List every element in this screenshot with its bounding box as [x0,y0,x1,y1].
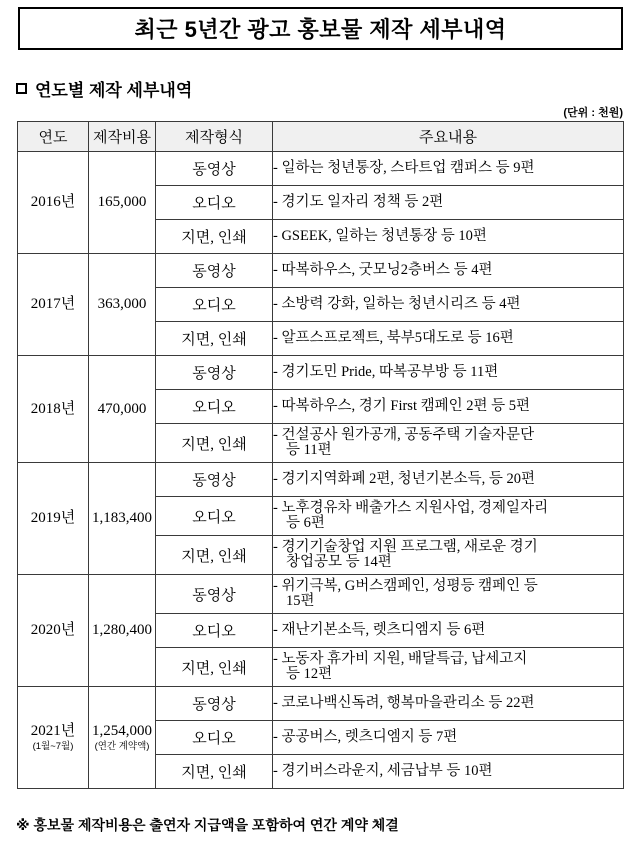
content-line: - 경기도 일자리 정책 등 2편 [273,194,444,211]
year-cell [18,152,89,254]
content-line: - 노후경유차 배출가스 지원사업, 경제일자리 [273,500,549,517]
format-cell: 동영상 [156,575,273,614]
format-cell: 지면, 인쇄 [156,220,273,254]
format-cell: 지면, 인쇄 [156,424,273,463]
content-line: 등 6편 [286,515,325,531]
content-cell [273,288,624,322]
cost-value: 1,280,400 [92,622,152,639]
format-cell: 동영상 [156,152,273,186]
cost-value: 165,000 [97,194,147,211]
page-title: 최근 5년간 광고 홍보물 제작 세부내역 [134,17,507,42]
table-header-row [18,122,624,152]
content-cell [273,254,624,288]
format-cell: 오디오 [156,497,273,536]
table-row [18,152,624,186]
format-cell: 동영상 [156,254,273,288]
content-line: - 재난기본소득, 렛츠디엠지 등 6편 [273,622,486,639]
content-line: - 건설공사 원가공개, 공동주택 기술자문단 [273,427,535,444]
cost-cell [89,463,156,575]
year-sub-note: (1월~7월) [32,740,74,752]
year-cell [18,254,89,356]
year-value: 2018년 [30,400,76,417]
table-row [18,575,624,614]
column-header-year: 연도 [18,122,89,152]
content-line: - 경기버스라운지, 세금납부 등 10편 [273,763,493,780]
content-cell [273,721,624,755]
content-cell [273,497,624,536]
detail-table-wrapper [17,121,623,789]
section-title: 연도별 제작 세부내역 [35,81,193,100]
content-cell [273,687,624,721]
content-line: - GSEEK, 일하는 청년통장 등 10편 [273,228,487,245]
format-cell: 지면, 인쇄 [156,322,273,356]
format-cell: 동영상 [156,463,273,497]
year-value: 2019년 [30,510,76,527]
year-cell [18,463,89,575]
cost-cell [89,254,156,356]
content-cell [273,152,624,186]
table-row [18,356,624,390]
content-cell [273,536,624,575]
format-cell: 오디오 [156,390,273,424]
format-cell: 오디오 [156,186,273,220]
footnote: ※ 홍보물 제작비용은 출연자 지급액을 포함하여 연간 계약 체결 [16,817,399,833]
table-row [18,254,624,288]
document-title-box [18,7,623,50]
format-cell: 지면, 인쇄 [156,755,273,789]
content-line: - 소방력 강화, 일하는 청년시리즈 등 4편 [273,296,521,313]
content-line: - 코로나백신독려, 행복마을관리소 등 22편 [273,695,535,712]
content-cell [273,614,624,648]
content-line: - 경기도민 Pride, 따복공부방 등 11편 [273,364,499,381]
content-cell [273,220,624,254]
cost-value: 1,183,400 [92,510,152,527]
content-cell [273,424,624,463]
section-header [16,76,192,101]
content-line: 창업공모 등 14편 [286,554,392,570]
cost-sub-note: (연간 계약액) [94,740,150,752]
format-cell: 지면, 인쇄 [156,536,273,575]
format-cell: 오디오 [156,288,273,322]
cost-value: 363,000 [97,296,147,313]
table-body [18,152,624,789]
format-cell: 동영상 [156,687,273,721]
content-cell [273,322,624,356]
content-line: - 노동자 휴가비 지원, 배달특급, 납세고지 [273,651,528,668]
table-row [18,463,624,497]
cost-cell [89,152,156,254]
table-row [18,687,624,721]
content-line: - 경기기술창업 지원 프로그램, 새로운 경기 [273,539,538,556]
unit-note: (단위 : 천원) [563,107,623,119]
content-cell [273,390,624,424]
year-value: 2017년 [30,296,76,313]
column-header-cost: 제작비용 [89,122,156,152]
content-cell [273,356,624,390]
year-value: 2020년 [30,622,76,639]
content-cell [273,575,624,614]
year-value: 2016년 [30,194,76,211]
year-cell [18,687,89,789]
cost-cell [89,687,156,789]
year-cell [18,356,89,463]
cost-value: 470,000 [97,400,147,417]
format-cell: 오디오 [156,721,273,755]
content-cell [273,186,624,220]
content-line: 등 12편 [286,666,333,682]
cost-cell [89,356,156,463]
content-line: 등 11편 [286,442,332,458]
production-detail-table [17,121,624,789]
content-line: - 알프스프로젝트, 북부5대도로 등 16편 [273,330,514,347]
content-cell [273,463,624,497]
column-header-content: 주요내용 [273,122,624,152]
cost-cell [89,575,156,687]
year-value: 2021년 [30,722,76,739]
content-cell [273,755,624,789]
year-cell [18,575,89,687]
column-header-format: 제작형식 [156,122,273,152]
content-line: - 일하는 청년통장, 스타트업 캠퍼스 등 9편 [273,160,535,177]
format-cell: 지면, 인쇄 [156,648,273,687]
content-line: - 따복하우스, 경기 First 캠페인 2편 등 5편 [273,398,531,415]
content-line: - 경기지역화폐 2편, 청년기본소득, 등 20편 [273,471,536,488]
content-cell [273,648,624,687]
format-cell: 동영상 [156,356,273,390]
square-marker-icon [16,83,27,94]
format-cell: 오디오 [156,614,273,648]
content-line: - 따복하우스, 굿모닝2층버스 등 4편 [273,262,493,279]
cost-value: 1,254,000 [92,722,152,739]
content-line: 15편 [286,593,315,609]
content-line: - 공공버스, 렛츠디엠지 등 7편 [273,729,458,746]
content-line: - 위기극복, G버스캠페인, 성평등 캠페인 등 [273,578,538,595]
